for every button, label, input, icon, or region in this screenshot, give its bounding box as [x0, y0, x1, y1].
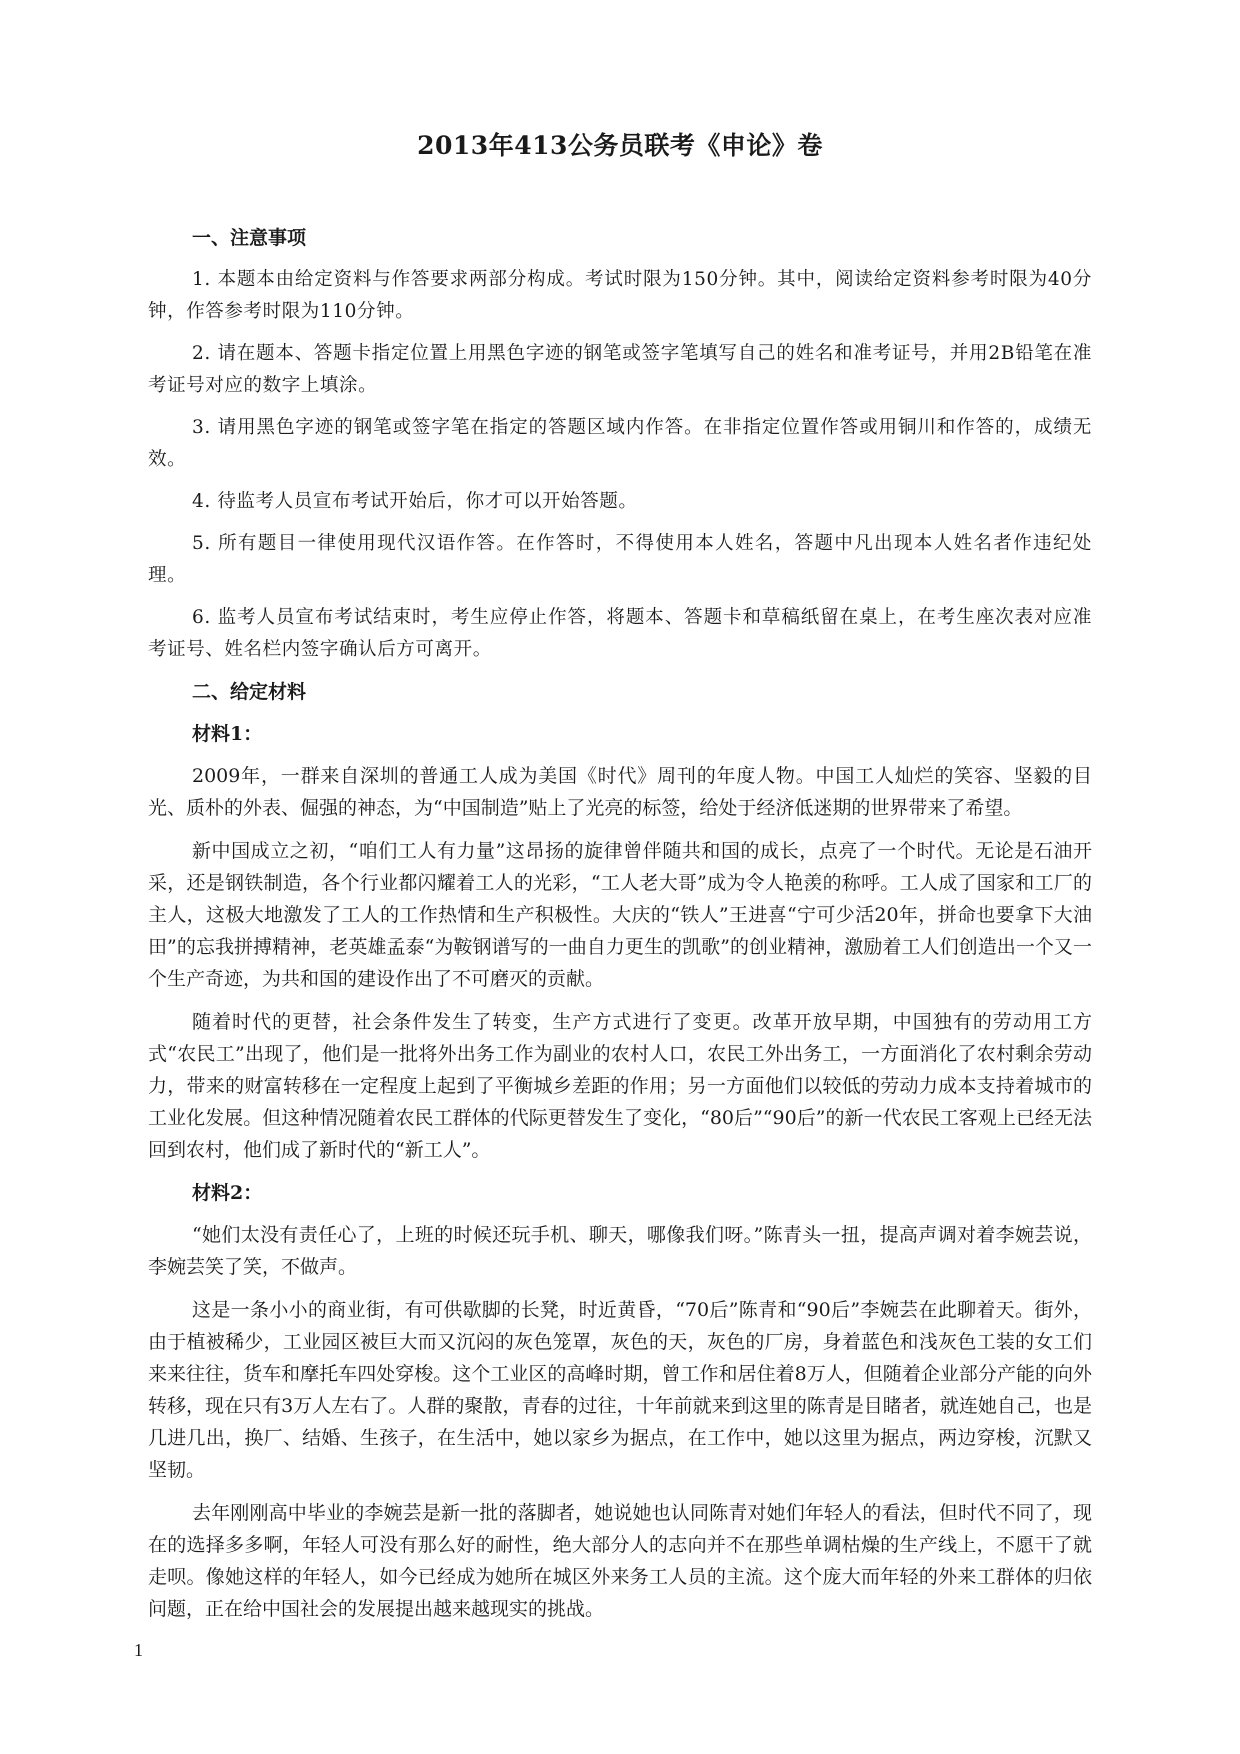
- notice-item: 3. 请用黑色字迹的钢笔或签字笔在指定的答题区域内作答。在非指定位置作答或用铜川和作答的，成绩无效。: [148, 417, 1092, 470]
- notice-item: 4. 待监考人员宣布考试开始后，你才可以开始答题。: [192, 491, 638, 512]
- material-paragraph: 随着时代的更替，社会条件发生了转变，生产方式进行了变更。改革开放早期，中国独有的劳动用工方式“农民工”出现了，他们是一批将外出务工作为副业的农村人口，农民工外出务工，一方面消化了农村剩余劳动力，带来的财富转移在一定程度上起到了平衡城乡差距的作用；另一方面他们以较低的劳动力成本支持着城市的工业化发展。但这种情况随着农民工群体的代际更替发生了变化，“80后”“90后”的新一代农民工客观上已经无法回到农村，他们成了新时代的“新工人”。: [148, 1011, 1092, 1161]
- notice-item: 2. 请在题本、答题卡指定位置上用黑色字迹的钢笔或签字笔填写自己的姓名和准考证号，并用2B铅笔在准考证号对应的数字上填涂。: [148, 343, 1092, 396]
- page-number: 1: [134, 1640, 143, 1660]
- material-paragraph: 去年刚刚高中毕业的李婉芸是新一批的落脚者，她说她也认同陈青对她们年轻人的看法，但时代不同了，现在的选择多多啊，年轻人可没有那么好的耐性，绝大部分人的志向并不在那些单调枯燥的生产线上，不愿干了就走呗。像她这样的年轻人，如今已经成为她所在城区外来务工人员的主流。这个庞大而年轻的外来工群体的归依问题，正在给中国社会的发展提出越来越现实的挑战。: [148, 1502, 1092, 1620]
- notice-item: 6. 监考人员宣布考试结束时，考生应停止作答，将题本、答题卡和草稿纸留在桌上，在考生座次表对应准考证号、姓名栏内签字确认后方可离开。: [148, 607, 1092, 660]
- notice-item: 1. 本题本由给定资料与作答要求两部分构成。考试时限为150分钟。其中，阅读给定资料参考时限为40分钟，作答参考时限为110分钟。: [148, 269, 1092, 322]
- notice-item: 5. 所有题目一律使用现代汉语作答。在作答时，不得使用本人姓名，答题中凡出现本人姓名者作违纪处理。: [148, 533, 1092, 586]
- material-paragraph: 2009年，一群来自深圳的普通工人成为美国《时代》周刊的年度人物。中国工人灿烂的笑容、坚毅的目光、质朴的外表、倔强的神态，为“中国制造”贴上了光亮的标签，给处于经济低迷期的世界带来了希望。: [148, 765, 1092, 819]
- document-title: 2013年413公务员联考《申论》卷: [417, 131, 823, 160]
- document-body: [148, 222, 1092, 1636]
- material-paragraph: 这是一条小小的商业街，有可供歇脚的长凳，时近黄昏，“70后”陈青和“90后”李婉芸在此聊着天。街外，由于植被稀少，工业园区被巨大而又沉闷的灰色笼罩，灰色的天，灰色的厂房，身着蓝色和浅灰色工装的女工们来来往往，货车和摩托车四处穿梭。这个工业区的高峰时期，曾工作和居住着8万人，但随着企业部分产能的向外转移，现在只有3万人左右了。人群的聚散，青春的过往，十年前就来到这里的陈青是目睹者，就连她自己，也是几进几出，换厂、结婚、生孩子，在生活中，她以家乡为据点，在工作中，她以这里为据点，两边穿梭，沉默又坚韧。: [148, 1299, 1092, 1481]
- material-paragraph: 新中国成立之初，“咱们工人有力量”这昂扬的旋律曾伴随共和国的成长，点亮了一个时代。无论是石油开采，还是钢铁制造，各个行业都闪耀着工人的光彩，“工人老大哥”成为令人艳羡的称呼。工人成了国家和工厂的主人，这极大地激发了工人的工作热情和生产积极性。大庆的“铁人”王进喜“宁可少活20年，拼命也要拿下大油田”的忘我拼搏精神，老英雄孟泰“为鞍钢谱写的一曲自力更生的凯歌”的创业精神，激励着工人们创造出一个又一个生产奇迹，为共和国的建设作出了不可磨灭的贡献。: [148, 840, 1092, 990]
- section-heading-notices: 一、注意事项: [192, 227, 307, 249]
- document-page: [134, 0, 1092, 1754]
- section-heading-materials: 二、给定材料: [192, 681, 307, 703]
- material-heading: 材料2：: [192, 1182, 263, 1204]
- material-paragraph: “她们太没有责任心了，上班的时候还玩手机、聊天，哪像我们呀。”陈青头一扭，提高声调对着李婉芸说，李婉芸笑了笑，不做声。: [148, 1224, 1092, 1278]
- material-heading: 材料1：: [192, 723, 263, 745]
